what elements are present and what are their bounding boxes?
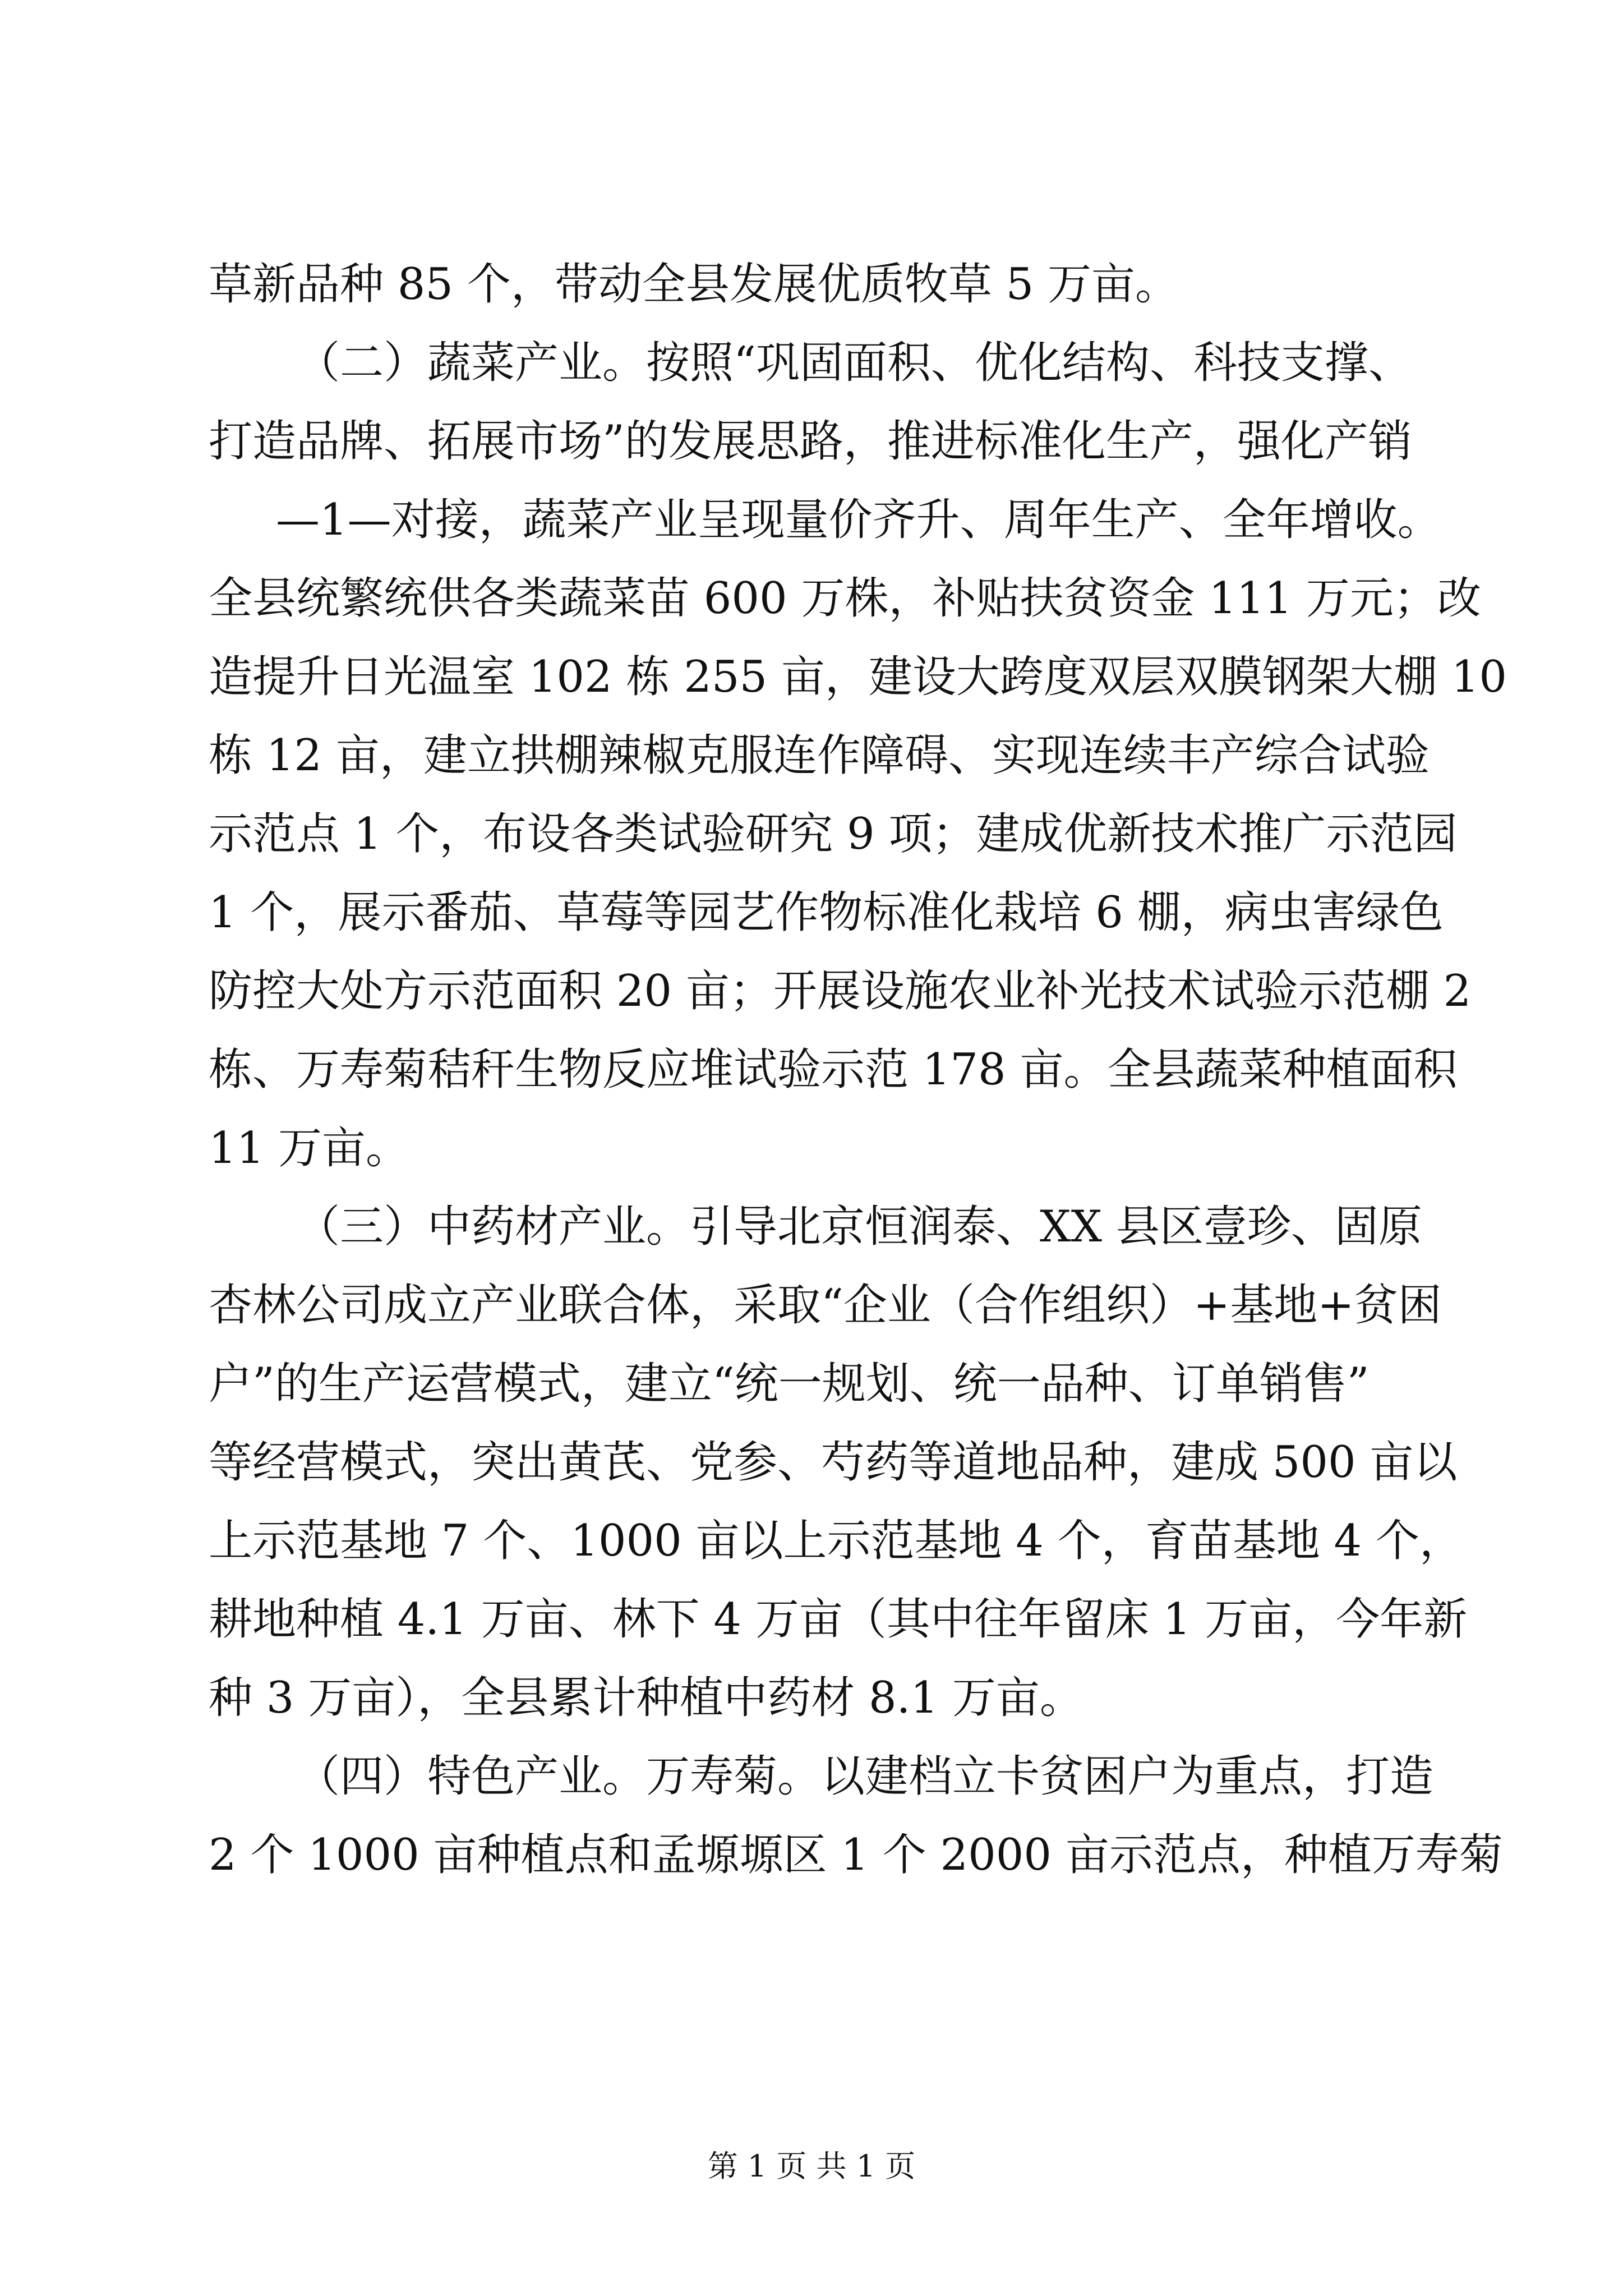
text-line-10: 防控大处方示范面积 20 亩；开展设施农业补光技术试验示范棚 2 xyxy=(209,966,1472,1016)
text-line-3: 打造品牌、拓展市场”的发展思路，推进标准化生产，强化产销 xyxy=(209,416,1412,467)
text-line-1: 草新品种 85 个，带动全县发展优质牧草 5 万亩。 xyxy=(209,259,1179,310)
text-line-9: 1 个，展示番茄、草莓等园艺作物标准化栽培 6 棚，病虫害绿色 xyxy=(209,887,1444,938)
text-line-12: 11 万亩。 xyxy=(209,1123,410,1174)
text-line-21: 2 个 1000 亩种植点和孟塬塬区 1 个 2000 亩示范点，种植万寿菊 xyxy=(209,1830,1503,1880)
text-line-5: 全县统繁统供各类蔬菜苗 600 万株，补贴扶贫资金 111 万元；改 xyxy=(209,573,1481,624)
text-line-13: （三）中药材产业。引导北京恒润泰、XX 县区壹珍、固原 xyxy=(296,1202,1422,1252)
text-line-11: 栋、万寿菊秸秆生物反应堆试验示范 178 亩。全县蔬菜种植面积 xyxy=(209,1045,1458,1095)
text-line-8: 示范点 1 个，布设各类试验研究 9 项；建成优新技术推广示范园 xyxy=(209,809,1458,859)
text-line-17: 上示范基地 7 个、1000 亩以上示范基地 4 个，育苗基地 4 个， xyxy=(209,1516,1463,1566)
text-line-14: 杏林公司成立产业联合体，采取“企业（合作组织）+基地+贫困 xyxy=(209,1280,1442,1331)
text-line-4: —1—对接，蔬菜产业呈现量价齐升、周年生产、全年增收。 xyxy=(276,495,1441,545)
text-line-7: 栋 12 亩，建立拱棚辣椒克服连作障碍、实现连续丰产综合试验 xyxy=(209,730,1430,781)
text-line-16: 等经营模式，突出黄芪、党参、芍药等道地品种，建成 500 亩以 xyxy=(209,1437,1458,1488)
text-line-6: 造提升日光温室 102 栋 255 亩，建设大跨度双层双膜钢架大棚 10 xyxy=(209,652,1507,702)
text-line-19: 种 3 万亩），全县累计种植中药材 8.1 万亩。 xyxy=(209,1673,1083,1723)
text-line-18: 耕地种植 4.1 万亩、林下 4 万亩（其中往年留床 1 万亩，今年新 xyxy=(209,1594,1468,1645)
text-line-15: 户”的生产运营模式，建立“统一规划、统一品种、订单销售” xyxy=(209,1359,1370,1409)
text-line-20: （四）特色产业。万寿菊。以建档立卡贫困户为重点，打造 xyxy=(296,1751,1434,1802)
page-footer: 第 1 页 共 1 页 xyxy=(707,2148,916,2184)
text-line-2: （二）蔬菜产业。按照“巩固面积、优化结构、科技支撑、 xyxy=(296,338,1412,388)
